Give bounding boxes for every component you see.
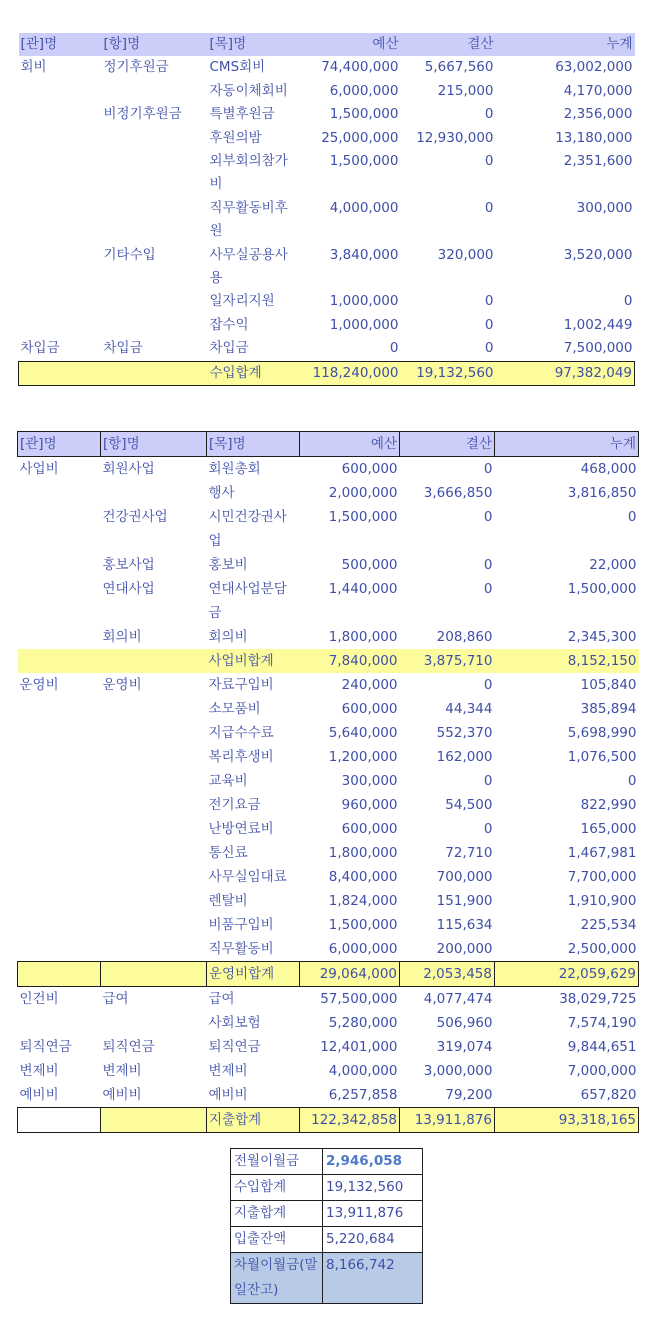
gwan-name-cell	[18, 1108, 101, 1133]
summary-value: 13,911,876	[323, 1201, 423, 1227]
gwan-name-cell	[18, 721, 101, 745]
budget-cell: 240,000	[341, 677, 398, 693]
settlement-cell: 0	[484, 340, 494, 357]
budget-cell: 1,800,000	[328, 629, 398, 645]
hang-name-cell: 회원사업	[102, 461, 155, 477]
cumulative-cell: 7,500,000	[563, 340, 633, 357]
gwan-name-cell	[18, 481, 101, 505]
table-row	[18, 1035, 639, 1059]
mok-name-cell: 교육비	[208, 773, 248, 789]
mok-name-cell: [목]명	[207, 432, 300, 457]
cumulative-cell: 38,029,725	[559, 991, 637, 1007]
mok-name-cell: 자료구입비	[208, 677, 274, 693]
cumulative-cell: 3,816,850	[567, 485, 637, 501]
income-total-row	[19, 361, 635, 385]
table-row	[18, 1011, 639, 1035]
gwan-name-cell	[19, 150, 102, 197]
budget-cell: 74,400,000	[321, 59, 399, 76]
gwan-name-cell	[18, 841, 101, 865]
mok-name-cell: 난방연료비	[208, 821, 274, 837]
hang-name-cell	[101, 649, 207, 673]
summary-value: 8,166,742	[323, 1253, 423, 1304]
settlement-cell: 5,667,560	[424, 59, 494, 76]
budget-cell: 600,000	[341, 821, 398, 837]
budget-cell: 8,400,000	[328, 869, 398, 885]
gwan-name-cell	[18, 577, 101, 625]
cumulative-cell: 22,059,629	[495, 962, 639, 987]
cumulative-cell: 822,990	[580, 797, 637, 813]
settlement-cell: 162,000	[436, 749, 493, 765]
business-total-row	[18, 649, 639, 673]
budget-cell: 4,000,000	[328, 1063, 398, 1079]
table-row	[19, 290, 635, 313]
mok-name-cell: 사무실공용사용	[209, 246, 288, 287]
budget-cell: 6,000,000	[329, 82, 399, 99]
table-row	[19, 150, 635, 197]
gwan-name-cell	[18, 769, 101, 793]
mok-name-cell: 일자리지원	[209, 293, 275, 310]
budget-cell: 29,064,000	[300, 962, 400, 987]
gwan-name-cell	[18, 745, 101, 769]
cumulative-cell: 468,000	[580, 461, 637, 477]
hang-name-cell: 홍보사업	[102, 557, 155, 573]
budget-cell: 300,000	[341, 773, 398, 789]
table-row	[18, 745, 639, 769]
hang-name-cell: 급여	[102, 991, 129, 1007]
summary-row	[231, 1175, 423, 1201]
hang-name-cell: 퇴직연금	[102, 1039, 155, 1055]
hang-name-cell	[101, 913, 207, 937]
hang-name-cell	[102, 150, 208, 197]
settlement-cell: 215,000	[437, 82, 494, 99]
settlement-cell: 3,875,710	[400, 649, 495, 673]
hang-name-cell	[101, 721, 207, 745]
budget-cell: 122,342,858	[300, 1108, 400, 1133]
mok-name-cell: 복리후생비	[208, 749, 274, 765]
settlement-cell: 12,930,000	[416, 129, 494, 146]
table-row	[19, 80, 635, 103]
mok-name-cell: CMS회비	[209, 59, 266, 76]
gwan-name-cell	[18, 937, 101, 962]
table-row	[19, 337, 635, 361]
budget-cell: 1,500,000	[329, 153, 399, 170]
gwan-name-cell	[18, 865, 101, 889]
settlement-cell: 19,132,560	[401, 361, 496, 385]
table-row	[18, 481, 639, 505]
cumulative-cell: 93,318,165	[495, 1108, 639, 1133]
cumulative-cell: 1,002,449	[563, 316, 633, 333]
summary-row	[231, 1201, 423, 1227]
cumulative-cell: 누계	[495, 432, 639, 457]
hang-name-cell	[101, 1011, 207, 1035]
settlement-cell: 700,000	[436, 869, 493, 885]
income-table	[18, 33, 635, 386]
gwan-name-cell	[19, 244, 102, 291]
settlement-cell: 0	[484, 106, 494, 123]
mok-name-cell: 회의비	[208, 629, 248, 645]
hang-name-cell	[101, 841, 207, 865]
budget-cell: 600,000	[341, 461, 398, 477]
hang-name-cell	[102, 314, 208, 337]
settlement-cell: 0	[483, 509, 493, 525]
gwan-name-cell: 사업비	[19, 461, 59, 477]
summary-value: 5,220,684	[323, 1227, 423, 1253]
settlement-cell: 0	[484, 316, 494, 333]
hang-name-cell: 연대사업	[102, 581, 155, 597]
table-row	[18, 1059, 639, 1083]
cumulative-cell: 1,467,981	[567, 845, 637, 861]
budget-cell: 600,000	[341, 701, 398, 717]
hang-name-cell	[101, 697, 207, 721]
settlement-cell: 4,077,474	[423, 991, 493, 1007]
table-row	[18, 577, 639, 625]
table-row	[18, 841, 639, 865]
settlement-cell: 506,960	[436, 1015, 493, 1031]
cumulative-cell: 7,000,000	[567, 1063, 637, 1079]
cumulative-cell: 0	[627, 509, 637, 525]
settlement-cell: 72,710	[445, 845, 493, 861]
mok-name-cell: 비품구입비	[208, 917, 274, 933]
hang-name-cell: 정기후원금	[103, 59, 169, 76]
hang-name-cell	[101, 769, 207, 793]
settlement-cell: 319,074	[436, 1039, 493, 1055]
summary-label: 입출잔액	[231, 1227, 323, 1253]
gwan-name-cell	[19, 197, 102, 244]
settlement-cell: 0	[483, 821, 493, 837]
hang-name-cell	[101, 745, 207, 769]
hang-name-cell	[102, 127, 208, 150]
settlement-cell: 44,344	[445, 701, 493, 717]
table-row	[18, 697, 639, 721]
budget-cell: 500,000	[341, 557, 398, 573]
gwan-name-cell	[18, 793, 101, 817]
settlement-cell: 0	[483, 557, 493, 573]
cumulative-cell: 1,500,000	[567, 581, 637, 597]
settlement-cell: 0	[483, 773, 493, 789]
balance-summary-table	[230, 1148, 423, 1304]
cumulative-cell: 3,520,000	[563, 246, 633, 263]
gwan-name-cell: [관]명	[18, 432, 101, 457]
mok-name-cell: [목]명	[208, 33, 301, 56]
hang-name-cell: [항]명	[102, 33, 208, 56]
hang-name-cell: 예비비	[102, 1087, 142, 1103]
cumulative-cell: 2,500,000	[567, 941, 637, 957]
budget-cell: 1,500,000	[329, 106, 399, 123]
budget-cell: 118,240,000	[301, 361, 401, 385]
gwan-name-cell: 변제비	[19, 1063, 59, 1079]
mok-name-cell: 사업비합계	[207, 649, 300, 673]
cumulative-cell: 1,910,900	[567, 893, 637, 909]
hang-name-cell: 기타수입	[103, 246, 156, 263]
gwan-name-cell: 퇴직연금	[19, 1039, 72, 1055]
mok-name-cell: 렌탈비	[208, 893, 248, 909]
table-row	[18, 913, 639, 937]
gwan-name-cell	[18, 625, 101, 649]
hang-name-cell: 건강권사업	[102, 509, 168, 525]
summary-label: 수입합계	[231, 1175, 323, 1201]
summary-row	[231, 1227, 423, 1253]
table-row	[19, 314, 635, 337]
mok-name-cell: 자동이체회비	[209, 82, 288, 99]
settlement-cell: 208,860	[436, 629, 493, 645]
expense-grand-total-row	[18, 1108, 639, 1133]
cumulative-cell: 63,002,000	[555, 59, 633, 76]
hang-name-cell: 비정기후원금	[103, 106, 182, 123]
cumulative-cell: 누계	[496, 33, 635, 56]
gwan-name-cell	[18, 553, 101, 577]
gwan-name-cell	[19, 314, 102, 337]
cumulative-cell: 4,170,000	[563, 82, 633, 99]
cumulative-cell: 0	[623, 293, 633, 310]
cumulative-cell: 9,844,651	[567, 1039, 637, 1055]
cumulative-cell: 0	[627, 773, 637, 789]
cumulative-cell: 2,356,000	[563, 106, 633, 123]
settlement-cell: 151,900	[436, 893, 493, 909]
summary-label: 차월이월금(말일잔고)	[231, 1253, 323, 1304]
hang-name-cell	[102, 361, 208, 385]
mok-name-cell: 차입금	[209, 340, 249, 357]
budget-cell: 1,800,000	[328, 845, 398, 861]
cumulative-cell: 2,345,300	[567, 629, 637, 645]
hang-name-cell	[101, 962, 207, 987]
mok-name-cell: 특별후원금	[209, 106, 275, 123]
budget-cell: 1,824,000	[328, 893, 398, 909]
mok-name-cell: 회원총회	[208, 461, 261, 477]
cumulative-cell: 385,894	[580, 701, 637, 717]
mok-name-cell: 통신료	[208, 845, 248, 861]
hang-name-cell	[101, 793, 207, 817]
gwan-name-cell	[18, 697, 101, 721]
settlement-cell: 0	[484, 153, 494, 170]
settlement-cell: 0	[484, 293, 494, 310]
cumulative-cell: 1,076,500	[567, 749, 637, 765]
mok-name-cell: 시민건강권사업	[208, 509, 287, 549]
table-row	[18, 505, 639, 553]
mok-name-cell: 연대사업분담금	[208, 581, 287, 621]
gwan-name-cell	[19, 127, 102, 150]
settlement-cell: 0	[483, 461, 493, 477]
budget-cell: 7,840,000	[300, 649, 400, 673]
budget-cell: 예산	[301, 33, 401, 56]
settlement-cell: 13,911,876	[400, 1108, 495, 1133]
budget-cell: 1,200,000	[328, 749, 398, 765]
mok-name-cell: 잡수익	[209, 316, 249, 333]
gwan-name-cell	[19, 361, 102, 385]
settlement-cell: 54,500	[445, 797, 493, 813]
gwan-name-cell	[18, 505, 101, 553]
summary-label: 지출합계	[231, 1201, 323, 1227]
table-row	[18, 553, 639, 577]
cumulative-cell: 7,574,190	[567, 1015, 637, 1031]
gwan-name-cell	[19, 290, 102, 313]
table-row	[19, 56, 635, 79]
mok-name-cell: 외부회의참가비	[209, 153, 288, 193]
hang-name-cell	[101, 817, 207, 841]
mok-name-cell: 수입합계	[208, 361, 301, 385]
cumulative-cell: 657,820	[580, 1087, 637, 1103]
gwan-name-cell	[18, 962, 101, 987]
settlement-cell: 0	[483, 677, 493, 693]
mok-name-cell: 운영비합계	[207, 962, 300, 987]
mok-name-cell: 전기요금	[208, 797, 261, 813]
gwan-name-cell	[18, 913, 101, 937]
mok-name-cell: 지급수수료	[208, 725, 274, 741]
table-row	[19, 127, 635, 150]
gwan-name-cell: 운영비	[19, 677, 59, 693]
table-row	[18, 937, 639, 962]
mok-name-cell: 사회보험	[208, 1015, 261, 1031]
settlement-cell: 3,666,850	[423, 485, 493, 501]
table-row	[18, 625, 639, 649]
hang-name-cell: 운영비	[102, 677, 142, 693]
hang-name-cell: 회의비	[102, 629, 142, 645]
hang-name-cell	[101, 1108, 207, 1133]
settlement-cell: 115,634	[436, 917, 493, 933]
settlement-cell: 320,000	[437, 246, 494, 263]
table-row	[18, 865, 639, 889]
hang-name-cell	[102, 197, 208, 244]
table-row	[18, 721, 639, 745]
summary-value: 2,946,058	[323, 1149, 423, 1175]
mok-name-cell: 예비비	[208, 1087, 248, 1103]
cumulative-cell: 165,000	[580, 821, 637, 837]
mok-name-cell: 행사	[208, 485, 235, 501]
settlement-cell: 2,053,458	[400, 962, 495, 987]
gwan-name-cell: [관]명	[19, 33, 102, 56]
gwan-name-cell	[18, 649, 101, 673]
table-row	[18, 673, 639, 697]
summary-label: 전월이월금	[231, 1149, 323, 1175]
cumulative-cell: 22,000	[589, 557, 637, 573]
budget-cell: 예산	[300, 432, 400, 457]
gwan-name-cell	[18, 889, 101, 913]
settlement-cell: 3,000,000	[423, 1063, 493, 1079]
hang-name-cell: 변제비	[102, 1063, 142, 1079]
budget-cell: 1,500,000	[328, 509, 398, 525]
budget-cell: 5,640,000	[328, 725, 398, 741]
budget-cell: 1,440,000	[328, 581, 398, 597]
gwan-name-cell	[18, 1011, 101, 1035]
cumulative-cell: 300,000	[576, 199, 633, 216]
gwan-name-cell: 인건비	[19, 991, 59, 1007]
gwan-name-cell: 차입금	[20, 340, 60, 357]
mok-name-cell: 급여	[208, 991, 235, 1007]
budget-cell: 2,000,000	[328, 485, 398, 501]
mok-name-cell: 후원의밤	[209, 129, 262, 146]
budget-cell: 4,000,000	[329, 199, 399, 216]
gwan-name-cell	[19, 80, 102, 103]
table-row	[18, 793, 639, 817]
gwan-name-cell: 회비	[20, 59, 47, 76]
cumulative-cell: 7,700,000	[567, 869, 637, 885]
hang-name-cell	[101, 481, 207, 505]
hang-name-cell	[101, 865, 207, 889]
table-row	[19, 103, 635, 126]
mok-name-cell: 변제비	[208, 1063, 248, 1079]
expense-table	[17, 431, 639, 1133]
mok-name-cell: 소모품비	[208, 701, 261, 717]
summary-value: 19,132,560	[323, 1175, 423, 1201]
gwan-name-cell: 예비비	[19, 1087, 59, 1103]
table-row	[19, 244, 635, 291]
budget-cell: 0	[389, 340, 399, 357]
table-row	[18, 1083, 639, 1108]
expense-header-row	[18, 432, 639, 457]
settlement-cell: 0	[484, 199, 494, 216]
mok-name-cell: 퇴직연금	[208, 1039, 261, 1055]
table-row	[18, 769, 639, 793]
hang-name-cell	[102, 290, 208, 313]
cumulative-cell: 105,840	[580, 677, 637, 693]
budget-cell: 57,500,000	[320, 991, 398, 1007]
income-header-row	[19, 33, 635, 56]
table-row	[18, 889, 639, 913]
cumulative-cell: 13,180,000	[555, 129, 633, 146]
mok-name-cell: 지출합계	[207, 1108, 300, 1133]
budget-cell: 6,000,000	[328, 941, 398, 957]
settlement-cell: 결산	[400, 432, 495, 457]
settlement-cell: 552,370	[436, 725, 493, 741]
gwan-name-cell	[18, 817, 101, 841]
settlement-cell: 0	[483, 581, 493, 597]
budget-cell: 6,257,858	[328, 1087, 398, 1103]
hang-name-cell	[102, 80, 208, 103]
cumulative-cell: 225,534	[580, 917, 637, 933]
table-row	[18, 817, 639, 841]
gwan-name-cell	[19, 103, 102, 126]
settlement-cell: 79,200	[445, 1087, 493, 1103]
summary-row	[231, 1253, 423, 1304]
mok-name-cell: 직무활동비후원	[209, 199, 288, 240]
hang-name-cell: [항]명	[101, 432, 207, 457]
settlement-cell: 결산	[401, 33, 496, 56]
budget-cell: 12,401,000	[320, 1039, 398, 1055]
budget-cell: 960,000	[341, 797, 398, 813]
cumulative-cell: 5,698,990	[567, 725, 637, 741]
table-row	[19, 197, 635, 244]
mok-name-cell: 직무활동비	[208, 941, 274, 957]
cumulative-cell: 97,382,049	[496, 361, 635, 385]
table-row	[18, 457, 639, 482]
hang-name-cell	[101, 937, 207, 962]
mok-name-cell: 홍보비	[208, 557, 248, 573]
budget-cell: 1,000,000	[329, 293, 399, 310]
cumulative-cell: 8,152,150	[495, 649, 639, 673]
hang-name-cell: 차입금	[103, 340, 143, 357]
budget-cell: 25,000,000	[321, 129, 399, 146]
table-row	[18, 987, 639, 1012]
budget-cell: 1,000,000	[329, 316, 399, 333]
budget-cell: 1,500,000	[328, 917, 398, 933]
settlement-cell: 200,000	[436, 941, 493, 957]
budget-cell: 3,840,000	[329, 246, 399, 263]
summary-row	[231, 1149, 423, 1175]
cumulative-cell: 2,351,600	[563, 153, 633, 170]
mok-name-cell: 사무실임대료	[208, 869, 287, 885]
hang-name-cell	[101, 889, 207, 913]
budget-cell: 5,280,000	[328, 1015, 398, 1031]
operation-total-row	[18, 962, 639, 987]
